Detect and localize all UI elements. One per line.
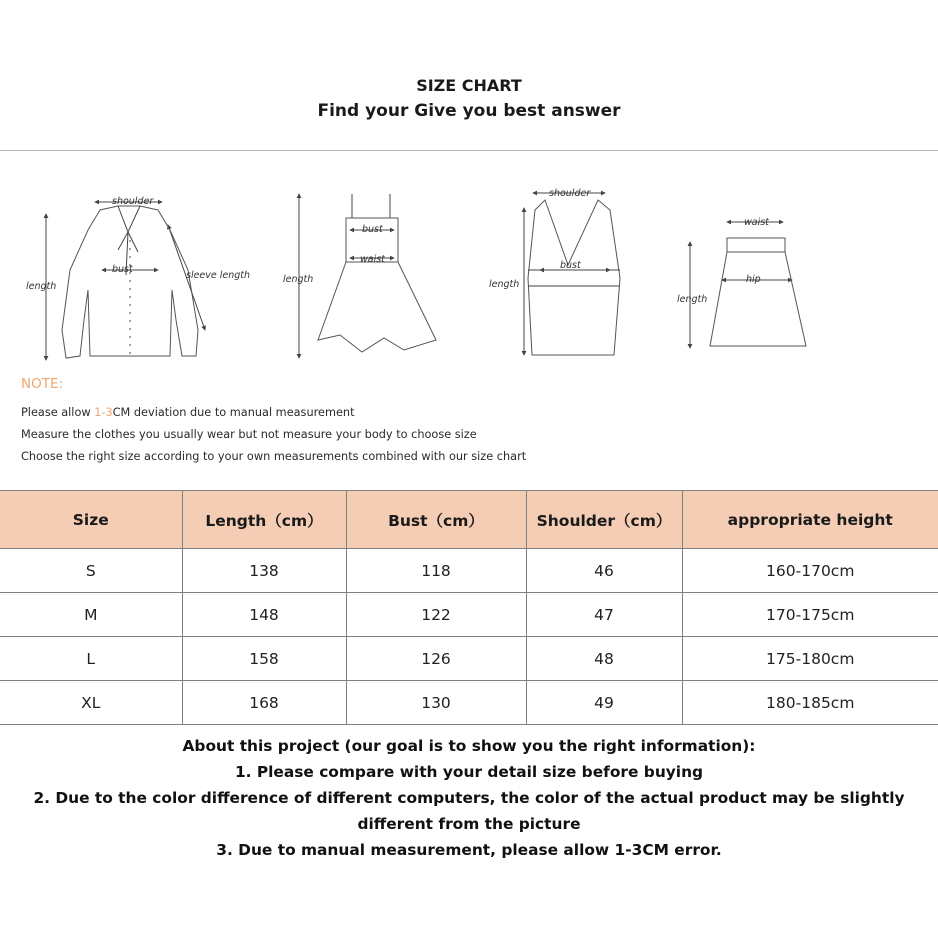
table-row xyxy=(0,549,938,593)
note-line-1 xyxy=(21,402,621,424)
about-section xyxy=(0,733,938,863)
about-point-2-cont: different from the picture xyxy=(357,815,581,833)
cell-length: 148 xyxy=(182,593,346,637)
skirt-waist-label: waist xyxy=(744,217,769,228)
note-block xyxy=(21,376,621,468)
col-header-bust: Bust（cm） xyxy=(346,491,526,549)
cell-size: XL xyxy=(0,681,182,725)
cell-bust: 126 xyxy=(346,637,526,681)
cell-size: L xyxy=(0,637,182,681)
shirt-length-label: length xyxy=(26,281,57,292)
skirt-length-label: length xyxy=(677,294,708,305)
shirt-shoulder-label: shoulder xyxy=(112,196,154,207)
header xyxy=(0,0,938,150)
note-line-2: Measure the clothes you usually wear but not measure your body to choose size xyxy=(21,428,477,441)
shirt-bust-label: bust xyxy=(112,264,133,275)
shirt-diagram xyxy=(46,202,205,360)
cell-height: 175-180cm xyxy=(682,637,938,681)
vest-bust-label: bust xyxy=(560,260,581,271)
cell-shoulder: 47 xyxy=(526,593,682,637)
table-row xyxy=(0,681,938,725)
note-accent: 1-3 xyxy=(94,406,113,419)
note-line-1-text: Please allow xyxy=(21,406,95,419)
cell-height: 180-185cm xyxy=(682,681,938,725)
shirt-sleeve-label: sleeve length xyxy=(186,270,251,281)
dress-length-label: length xyxy=(283,274,314,285)
cell-shoulder: 49 xyxy=(526,681,682,725)
col-header-size: Size xyxy=(0,491,182,549)
vest-length-label: length xyxy=(489,279,520,290)
cell-size: S xyxy=(0,549,182,593)
skirt-diagram xyxy=(690,222,806,348)
table-row xyxy=(0,637,938,681)
cell-size: M xyxy=(0,593,182,637)
cell-bust: 118 xyxy=(346,549,526,593)
cell-shoulder: 48 xyxy=(526,637,682,681)
size-table xyxy=(0,490,938,725)
vest-diagram xyxy=(524,193,620,355)
about-point-2: 2. Due to the color difference of different computers, the color of the actual product may be slightly xyxy=(33,789,905,807)
table-row xyxy=(0,593,938,637)
page-subtitle: Find your Give you best answer xyxy=(317,101,621,121)
garment-diagrams xyxy=(0,170,938,370)
divider xyxy=(0,150,938,151)
col-header-height: appropriate height xyxy=(682,491,938,549)
skirt-hip-label: hip xyxy=(746,274,761,285)
measurement-illustrations xyxy=(0,170,938,370)
about-point-1: 1. Please compare with your detail size before buying xyxy=(234,763,704,781)
cell-shoulder: 46 xyxy=(526,549,682,593)
vest-shoulder-label: shoulder xyxy=(549,188,591,199)
col-header-shoulder: Shoulder（cm） xyxy=(526,491,682,549)
note-title: NOTE: xyxy=(21,376,64,392)
cell-length: 138 xyxy=(182,549,346,593)
dress-diagram xyxy=(299,194,436,358)
cell-bust: 122 xyxy=(346,593,526,637)
note-line-3: Choose the right size according to your own measurements combined with our size chart xyxy=(21,450,527,463)
cell-length: 158 xyxy=(182,637,346,681)
about-intro: About this project (our goal is to show you the right information): xyxy=(182,737,756,755)
dress-waist-label: waist xyxy=(360,254,385,265)
table-header-row xyxy=(0,491,938,549)
about-point-3: 3. Due to manual measurement, please allow 1-3CM error. xyxy=(216,841,722,859)
cell-length: 168 xyxy=(182,681,346,725)
cell-height: 170-175cm xyxy=(682,593,938,637)
page-title: SIZE CHART xyxy=(416,76,522,95)
note-line-1-tail: CM deviation due to manual measurement xyxy=(112,406,355,419)
cell-bust: 130 xyxy=(346,681,526,725)
cell-height: 160-170cm xyxy=(682,549,938,593)
dress-bust-label: bust xyxy=(362,224,383,235)
col-header-length: Length（cm） xyxy=(182,491,346,549)
